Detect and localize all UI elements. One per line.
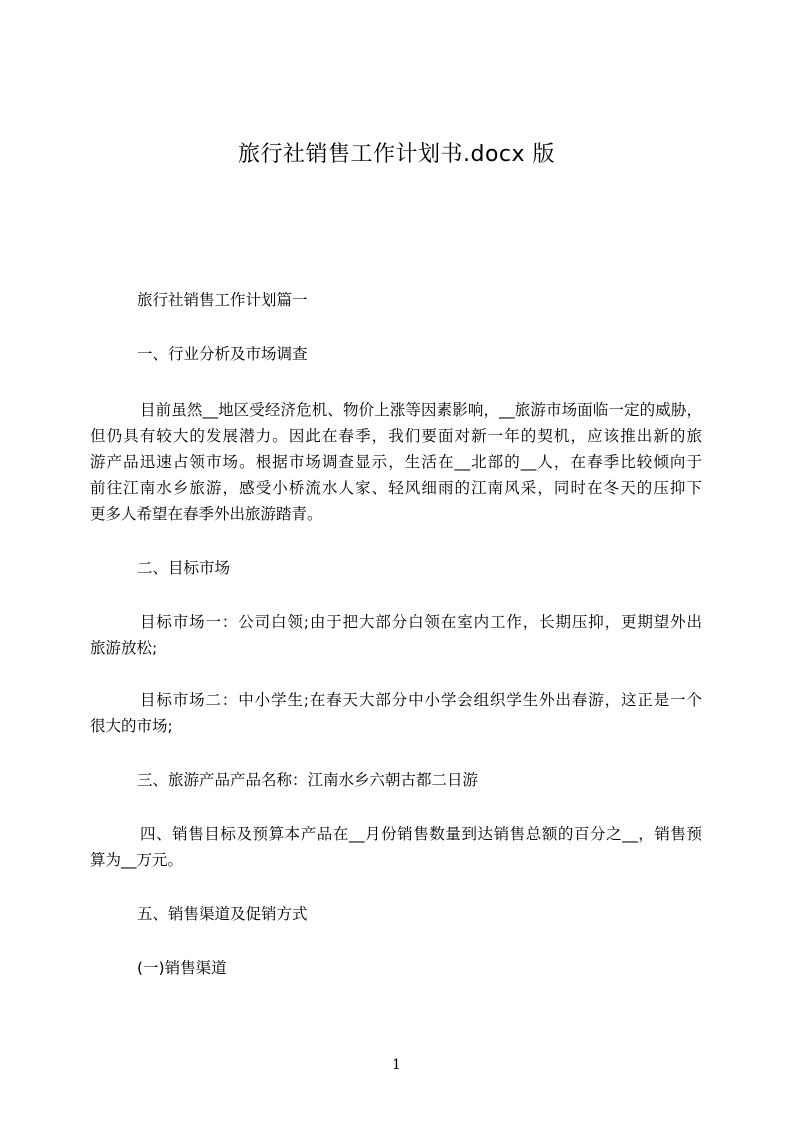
section1-heading: 一、行业分析及市场调查 (137, 345, 308, 363)
section1-line: 游产品迅速占领市场。根据市场调查显示，生活在__北部的__人，在春季比较倾向于 (90, 453, 702, 471)
market2-line: 目标市场二：中小学生;在春天大部分中小学会组织学生外出春游，这正是一个 (140, 691, 702, 709)
section1-line: 目前虽然__地区受经济危机、物价上涨等因素影响，__旅游市场面临一定的威胁， (140, 401, 702, 419)
section1-line: 更多人希望在春季外出旅游踏青。 (90, 505, 323, 523)
section2-heading: 二、目标市场 (137, 559, 231, 577)
section1-line: 前往江南水乡旅游，感受小桥流水人家、轻风细雨的江南风采，同时在冬天的压抑下 (90, 479, 702, 497)
section3-heading: 三、旅游产品产品名称：江南水乡六朝古都二日游 (137, 771, 479, 789)
section4-line: 算为__万元。 (90, 851, 184, 869)
plan-heading: 旅行社销售工作计划篇一 (137, 291, 308, 309)
section4-line: 四、销售目标及预算本产品在__月份销售数量到达销售总额的百分之__，销售预 (140, 825, 702, 843)
section5-heading: 五、销售渠道及促销方式 (137, 905, 308, 923)
market1-line: 旅游放松; (90, 639, 158, 657)
market2-line: 很大的市场; (90, 717, 173, 735)
document-title: 旅行社销售工作计划书.docx 版 (237, 142, 556, 167)
section5-sub1: (一)销售渠道 (137, 959, 227, 977)
page-number: 1 (392, 1057, 401, 1073)
market1-line: 目标市场一：公司白领;由于把大部分白领在室内工作，长期压抑，更期望外出 (140, 613, 702, 631)
section1-line: 但仍具有较大的发展潜力。因此在春季，我们要面对新一年的契机，应该推出新的旅 (90, 427, 702, 445)
